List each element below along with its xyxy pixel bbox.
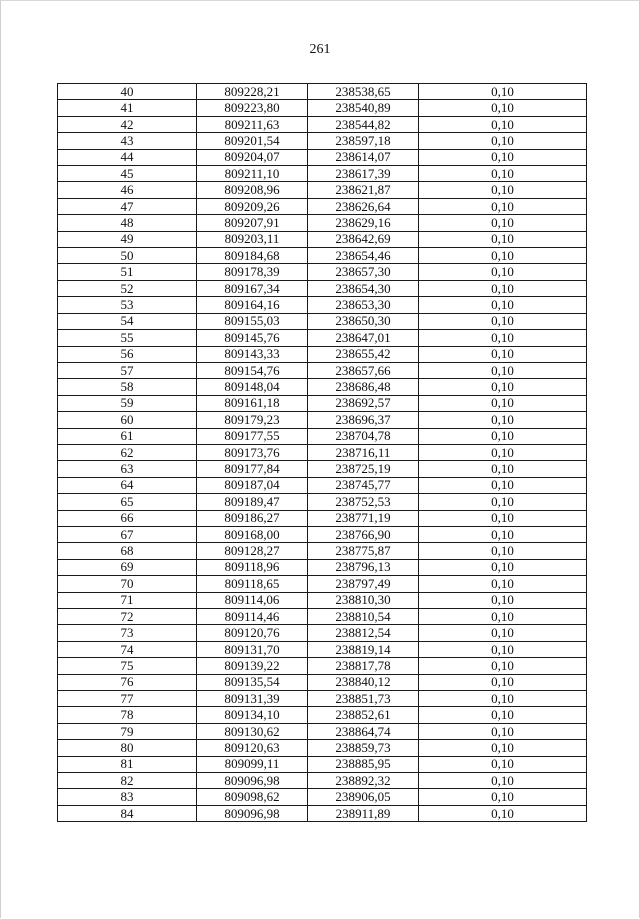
value-cell: 0,10	[419, 789, 587, 805]
y-coordinate-cell: 238810,30	[308, 592, 419, 608]
table-row	[58, 412, 587, 428]
x-coordinate-cell: 809201,54	[197, 133, 308, 149]
point-number-cell: 66	[58, 510, 197, 526]
point-number-cell: 75	[58, 658, 197, 674]
table-row	[58, 428, 587, 444]
point-number-cell: 82	[58, 773, 197, 789]
value-cell: 0,10	[419, 116, 587, 132]
table-row	[58, 625, 587, 641]
y-coordinate-cell: 238745,77	[308, 477, 419, 493]
table-row	[58, 543, 587, 559]
value-cell: 0,10	[419, 674, 587, 690]
table-row	[58, 461, 587, 477]
y-coordinate-cell: 238653,30	[308, 297, 419, 313]
point-number-cell: 41	[58, 100, 197, 116]
y-coordinate-cell: 238817,78	[308, 658, 419, 674]
y-coordinate-cell: 238819,14	[308, 641, 419, 657]
x-coordinate-cell: 809179,23	[197, 412, 308, 428]
y-coordinate-cell: 238716,11	[308, 444, 419, 460]
table-row	[58, 559, 587, 575]
table-row	[58, 723, 587, 739]
value-cell: 0,10	[419, 510, 587, 526]
table-row	[58, 149, 587, 165]
point-number-cell: 54	[58, 313, 197, 329]
point-number-cell: 84	[58, 805, 197, 821]
y-coordinate-cell: 238692,57	[308, 395, 419, 411]
value-cell: 0,10	[419, 198, 587, 214]
x-coordinate-cell: 809204,07	[197, 149, 308, 165]
point-number-cell: 71	[58, 592, 197, 608]
table-row	[58, 116, 587, 132]
x-coordinate-cell: 809145,76	[197, 330, 308, 346]
point-number-cell: 77	[58, 691, 197, 707]
point-number-cell: 67	[58, 526, 197, 542]
table-row	[58, 231, 587, 247]
point-number-cell: 50	[58, 248, 197, 264]
value-cell: 0,10	[419, 740, 587, 756]
y-coordinate-cell: 238538,65	[308, 84, 419, 100]
x-coordinate-cell: 809120,76	[197, 625, 308, 641]
y-coordinate-cell: 238647,01	[308, 330, 419, 346]
x-coordinate-cell: 809187,04	[197, 477, 308, 493]
table-row	[58, 395, 587, 411]
value-cell: 0,10	[419, 100, 587, 116]
point-number-cell: 43	[58, 133, 197, 149]
point-number-cell: 68	[58, 543, 197, 559]
y-coordinate-cell: 238812,54	[308, 625, 419, 641]
table-row	[58, 362, 587, 378]
table-row	[58, 773, 587, 789]
table-row	[58, 264, 587, 280]
point-number-cell: 58	[58, 379, 197, 395]
table-row	[58, 805, 587, 821]
value-cell: 0,10	[419, 362, 587, 378]
x-coordinate-cell: 809148,04	[197, 379, 308, 395]
x-coordinate-cell: 809161,18	[197, 395, 308, 411]
y-coordinate-cell: 238704,78	[308, 428, 419, 444]
value-cell: 0,10	[419, 215, 587, 231]
value-cell: 0,10	[419, 494, 587, 510]
table-row	[58, 789, 587, 805]
x-coordinate-cell: 809178,39	[197, 264, 308, 280]
table-row	[58, 707, 587, 723]
x-coordinate-cell: 809211,63	[197, 116, 308, 132]
x-coordinate-cell: 809143,33	[197, 346, 308, 362]
value-cell: 0,10	[419, 773, 587, 789]
x-coordinate-cell: 809099,11	[197, 756, 308, 772]
table-row	[58, 477, 587, 493]
x-coordinate-cell: 809139,22	[197, 658, 308, 674]
value-cell: 0,10	[419, 723, 587, 739]
y-coordinate-cell: 238629,16	[308, 215, 419, 231]
y-coordinate-cell: 238725,19	[308, 461, 419, 477]
value-cell: 0,10	[419, 346, 587, 362]
value-cell: 0,10	[419, 559, 587, 575]
point-number-cell: 51	[58, 264, 197, 280]
x-coordinate-cell: 809177,55	[197, 428, 308, 444]
table-row	[58, 297, 587, 313]
value-cell: 0,10	[419, 412, 587, 428]
y-coordinate-cell: 238851,73	[308, 691, 419, 707]
y-coordinate-cell: 238657,30	[308, 264, 419, 280]
table-row	[58, 84, 587, 100]
point-number-cell: 42	[58, 116, 197, 132]
point-number-cell: 60	[58, 412, 197, 428]
value-cell: 0,10	[419, 576, 587, 592]
x-coordinate-cell: 809128,27	[197, 543, 308, 559]
value-cell: 0,10	[419, 641, 587, 657]
y-coordinate-cell: 238766,90	[308, 526, 419, 542]
point-number-cell: 79	[58, 723, 197, 739]
y-coordinate-cell: 238621,87	[308, 182, 419, 198]
table-row	[58, 346, 587, 362]
value-cell: 0,10	[419, 379, 587, 395]
page-number: 261	[309, 42, 331, 57]
x-coordinate-cell: 809135,54	[197, 674, 308, 690]
table-row	[58, 444, 587, 460]
value-cell: 0,10	[419, 297, 587, 313]
table-row	[58, 592, 587, 608]
point-number-cell: 80	[58, 740, 197, 756]
table-row	[58, 280, 587, 296]
y-coordinate-cell: 238885,95	[308, 756, 419, 772]
y-coordinate-cell: 238797,49	[308, 576, 419, 592]
point-number-cell: 62	[58, 444, 197, 460]
point-number-cell: 70	[58, 576, 197, 592]
y-coordinate-cell: 238642,69	[308, 231, 419, 247]
point-number-cell: 73	[58, 625, 197, 641]
x-coordinate-cell: 809167,34	[197, 280, 308, 296]
table-row	[58, 576, 587, 592]
point-number-cell: 61	[58, 428, 197, 444]
x-coordinate-cell: 809203,11	[197, 231, 308, 247]
value-cell: 0,10	[419, 280, 587, 296]
table-row	[58, 510, 587, 526]
value-cell: 0,10	[419, 707, 587, 723]
table-row	[58, 641, 587, 657]
x-coordinate-cell: 809173,76	[197, 444, 308, 460]
table-row	[58, 198, 587, 214]
value-cell: 0,10	[419, 805, 587, 821]
y-coordinate-cell: 238544,82	[308, 116, 419, 132]
point-number-cell: 46	[58, 182, 197, 198]
y-coordinate-cell: 238540,89	[308, 100, 419, 116]
x-coordinate-cell: 809120,63	[197, 740, 308, 756]
x-coordinate-cell: 809118,65	[197, 576, 308, 592]
value-cell: 0,10	[419, 543, 587, 559]
y-coordinate-cell: 238696,37	[308, 412, 419, 428]
coordinates-table-body	[58, 84, 587, 822]
value-cell: 0,10	[419, 609, 587, 625]
point-number-cell: 57	[58, 362, 197, 378]
point-number-cell: 81	[58, 756, 197, 772]
y-coordinate-cell: 238810,54	[308, 609, 419, 625]
y-coordinate-cell: 238892,32	[308, 773, 419, 789]
y-coordinate-cell: 238626,64	[308, 198, 419, 214]
point-number-cell: 78	[58, 707, 197, 723]
point-number-cell: 83	[58, 789, 197, 805]
y-coordinate-cell: 238840,12	[308, 674, 419, 690]
value-cell: 0,10	[419, 444, 587, 460]
value-cell: 0,10	[419, 84, 587, 100]
x-coordinate-cell: 809096,98	[197, 773, 308, 789]
x-coordinate-cell: 809189,47	[197, 494, 308, 510]
point-number-cell: 59	[58, 395, 197, 411]
table-row	[58, 133, 587, 149]
y-coordinate-cell: 238859,73	[308, 740, 419, 756]
x-coordinate-cell: 809131,39	[197, 691, 308, 707]
x-coordinate-cell: 809096,98	[197, 805, 308, 821]
table-row	[58, 313, 587, 329]
point-number-cell: 74	[58, 641, 197, 657]
value-cell: 0,10	[419, 182, 587, 198]
point-number-cell: 72	[58, 609, 197, 625]
y-coordinate-cell: 238655,42	[308, 346, 419, 362]
value-cell: 0,10	[419, 166, 587, 182]
y-coordinate-cell: 238906,05	[308, 789, 419, 805]
y-coordinate-cell: 238864,74	[308, 723, 419, 739]
x-coordinate-cell: 809228,21	[197, 84, 308, 100]
x-coordinate-cell: 809155,03	[197, 313, 308, 329]
y-coordinate-cell: 238650,30	[308, 313, 419, 329]
value-cell: 0,10	[419, 313, 587, 329]
x-coordinate-cell: 809114,46	[197, 609, 308, 625]
x-coordinate-cell: 809207,91	[197, 215, 308, 231]
table-row	[58, 494, 587, 510]
table-row	[58, 379, 587, 395]
value-cell: 0,10	[419, 691, 587, 707]
y-coordinate-cell: 238614,07	[308, 149, 419, 165]
y-coordinate-cell: 238654,30	[308, 280, 419, 296]
table-row	[58, 330, 587, 346]
value-cell: 0,10	[419, 395, 587, 411]
x-coordinate-cell: 809208,96	[197, 182, 308, 198]
point-number-cell: 76	[58, 674, 197, 690]
point-number-cell: 40	[58, 84, 197, 100]
point-number-cell: 53	[58, 297, 197, 313]
point-number-cell: 45	[58, 166, 197, 182]
table-row	[58, 674, 587, 690]
y-coordinate-cell: 238752,53	[308, 494, 419, 510]
value-cell: 0,10	[419, 330, 587, 346]
x-coordinate-cell: 809130,62	[197, 723, 308, 739]
y-coordinate-cell: 238911,89	[308, 805, 419, 821]
y-coordinate-cell: 238686,48	[308, 379, 419, 395]
point-number-cell: 47	[58, 198, 197, 214]
point-number-cell: 63	[58, 461, 197, 477]
x-coordinate-cell: 809098,62	[197, 789, 308, 805]
y-coordinate-cell: 238775,87	[308, 543, 419, 559]
value-cell: 0,10	[419, 248, 587, 264]
x-coordinate-cell: 809186,27	[197, 510, 308, 526]
point-number-cell: 69	[58, 559, 197, 575]
x-coordinate-cell: 809177,84	[197, 461, 308, 477]
y-coordinate-cell: 238657,66	[308, 362, 419, 378]
y-coordinate-cell: 238654,46	[308, 248, 419, 264]
x-coordinate-cell: 809164,16	[197, 297, 308, 313]
table-row	[58, 756, 587, 772]
value-cell: 0,10	[419, 625, 587, 641]
x-coordinate-cell: 809184,68	[197, 248, 308, 264]
value-cell: 0,10	[419, 756, 587, 772]
x-coordinate-cell: 809168,00	[197, 526, 308, 542]
value-cell: 0,10	[419, 477, 587, 493]
point-number-cell: 64	[58, 477, 197, 493]
value-cell: 0,10	[419, 149, 587, 165]
table-row	[58, 691, 587, 707]
point-number-cell: 52	[58, 280, 197, 296]
value-cell: 0,10	[419, 428, 587, 444]
value-cell: 0,10	[419, 658, 587, 674]
point-number-cell: 55	[58, 330, 197, 346]
x-coordinate-cell: 809211,10	[197, 166, 308, 182]
value-cell: 0,10	[419, 592, 587, 608]
point-number-cell: 49	[58, 231, 197, 247]
point-number-cell: 44	[58, 149, 197, 165]
point-number-cell: 48	[58, 215, 197, 231]
y-coordinate-cell: 238796,13	[308, 559, 419, 575]
table-row	[58, 740, 587, 756]
y-coordinate-cell: 238852,61	[308, 707, 419, 723]
value-cell: 0,10	[419, 133, 587, 149]
y-coordinate-cell: 238771,19	[308, 510, 419, 526]
table-row	[58, 609, 587, 625]
table-row	[58, 166, 587, 182]
table-row	[58, 658, 587, 674]
x-coordinate-cell: 809209,26	[197, 198, 308, 214]
point-number-cell: 56	[58, 346, 197, 362]
x-coordinate-cell: 809131,70	[197, 641, 308, 657]
x-coordinate-cell: 809134,10	[197, 707, 308, 723]
table-row	[58, 526, 587, 542]
value-cell: 0,10	[419, 231, 587, 247]
table-row	[58, 100, 587, 116]
table-row	[58, 215, 587, 231]
value-cell: 0,10	[419, 264, 587, 280]
y-coordinate-cell: 238597,18	[308, 133, 419, 149]
x-coordinate-cell: 809223,80	[197, 100, 308, 116]
x-coordinate-cell: 809154,76	[197, 362, 308, 378]
table-row	[58, 248, 587, 264]
x-coordinate-cell: 809118,96	[197, 559, 308, 575]
y-coordinate-cell: 238617,39	[308, 166, 419, 182]
x-coordinate-cell: 809114,06	[197, 592, 308, 608]
point-number-cell: 65	[58, 494, 197, 510]
value-cell: 0,10	[419, 461, 587, 477]
coordinates-table	[57, 83, 587, 822]
table-row	[58, 182, 587, 198]
value-cell: 0,10	[419, 526, 587, 542]
